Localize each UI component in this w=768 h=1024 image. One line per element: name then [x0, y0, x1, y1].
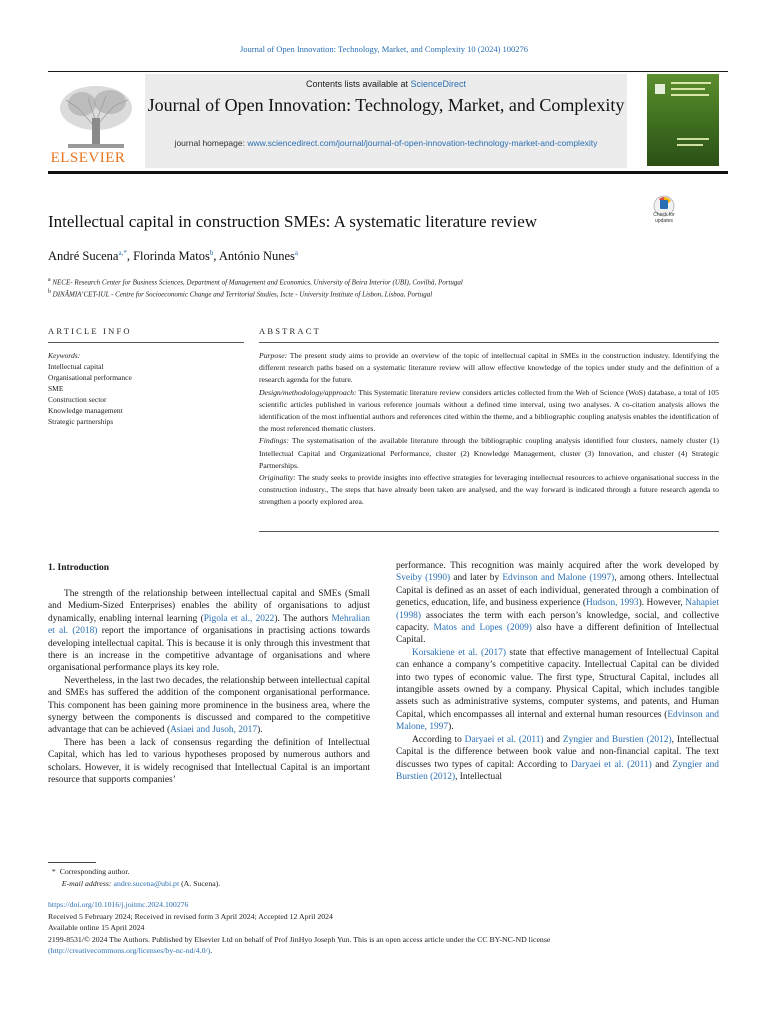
author-affiliation-mark[interactable]: b: [209, 249, 214, 257]
received-dates: Received 5 February 2024; Received in revised form 3 April 2024; Accepted 12 April 2024: [48, 911, 333, 921]
keyword: Organisational performance: [48, 373, 132, 382]
available-online: Available online 15 April 2024: [48, 923, 145, 932]
contents-prefix: Contents lists available at: [305, 79, 411, 89]
abstract-heading: ABSTRACT: [259, 326, 321, 336]
footnote-rule: [48, 862, 96, 863]
reference-link[interactable]: Mehralian et al. (2018): [48, 613, 370, 637]
reference-link[interactable]: Daryaei et al. (2011): [571, 759, 652, 770]
reference-link[interactable]: Korsakiene et al. (2017): [412, 647, 506, 658]
keyword: Construction sector: [48, 395, 107, 404]
publication-info: [48, 899, 728, 957]
reference-link[interactable]: Edvinson and Malone (1997): [502, 573, 615, 584]
email-note: E-mail address: andre.sucena@ubi.pt (A. Sucena).: [61, 879, 221, 888]
reference-link[interactable]: Hudson, 1993: [585, 598, 639, 609]
reference-link[interactable]: Zyngier and Burstien (2012): [562, 734, 672, 745]
reference-link[interactable]: Daryaei et al. (2011): [464, 734, 544, 745]
sciencedirect-link[interactable]: ScienceDirect: [410, 79, 467, 89]
paragraph: There has been a lack of consensus regarding the definition of Intellectual Capital, which has led to various hypotheses proposed by numerous authors and scholars. However, it is widely recognised that Intellectual Capital is an important resource that supports companies’: [48, 737, 370, 786]
article-info-rule: [48, 342, 244, 343]
license-link[interactable]: (http://creativecommons.org/licenses/by-nc-nd/4.0/): [48, 946, 211, 955]
email-link[interactable]: andre.sucena@ubi.pt: [113, 879, 180, 888]
article-info-heading: ARTICLE INFO: [48, 326, 132, 336]
affiliation-b: $^b$ DINÂMIA’CET-IUL - Centre for Socioeconomic Change and Territorial Studies, Iscte - University Institute of Lisbon, Lisboa, Portugal: [48, 289, 433, 299]
journal-title: Journal of Open Innovation: Technology, Market, and Complexity: [147, 95, 625, 115]
keyword: Intellectual capital: [48, 362, 104, 371]
body-column-right: [396, 560, 719, 783]
author-name[interactable]: Florinda Matos: [133, 249, 210, 264]
masthead-bottom-rule: [48, 171, 728, 174]
paragraph: performance. This recognition was mainly acquired after the work developed by Sveiby (1990) and later by Edvinson and Malone (1997), among others. Intellectual Capital is defined as an asset of each individual, generated through a combination of genetics, education, life, and business experience (Hudson, 1993). However, Nahapiet (1998) associates the term with each person’s knowledge, social, and collective capacity. Matos and Lopes (2009) also have a different definition of Intellectual Capital.: [396, 561, 720, 646]
abstract-design: Design/methodology/approach: This Systematic literature review considers articles collected from the Web of Science (WoS) database, a total of 105 scientific articles published in various reference journals without a defined time interval, using two analyses. A co-citation analysis allows the identification of the most influential authors and references cited within the theme, and a bibliographic coupling analysis enables the identification of the most referenced thematic clusters.: [259, 387, 719, 434]
reference-link[interactable]: Zyngier and Burstien (2012): [396, 759, 719, 782]
body-column-left: [48, 588, 370, 787]
abstract-body: [259, 350, 719, 509]
keyword: Strategic partnerships: [48, 417, 114, 426]
reference-link[interactable]: Asiaei and Jusoh, 2017: [170, 725, 258, 736]
author-affiliation-mark[interactable]: a: [294, 249, 299, 257]
homepage-label: journal homepage:: [174, 138, 248, 148]
doi-link[interactable]: https://doi.org/10.1016/j.joitmc.2024.100276: [48, 900, 189, 909]
reference-link[interactable]: Matos and Lopes (2009): [433, 623, 532, 634]
elsevier-wordmark: ELSEVIER: [50, 150, 126, 166]
keyword: SME: [48, 384, 64, 393]
affiliation-a: $^a$ NECE- Research Center for Business Sciences, Department of Management and Economics, University of Beira Interior (UBI), Covilhã, Portugal: [48, 277, 463, 287]
journal-citation[interactable]: Journal of Open Innovation: Technology, Market, and Complexity 10 (2024) 100276: [239, 44, 529, 54]
reference-link[interactable]: Pigola et al., 2022: [203, 613, 275, 624]
paragraph: The strength of the relationship between intellectual capital and SMEs (Small and Medium-Sized Enterprises) enables the ability of organisations to adjust dynamically, enabling internal learning (Pigola et al., 2022). The authors Mehralian et al. (2018) report the importance of organisations in practising actions towards developing intellectual capital. This is because it is only through this investment that there is an increase in the competitive advantage of organisations and where organisational performance plays its key role.: [48, 589, 371, 674]
contents-available-line: [145, 79, 627, 89]
affiliations: [48, 275, 708, 300]
abstract-originality: Originality: The study seeks to provide insights into effective strategies for leveraging intellectual resources to achieve organisational success in the construction industry., The steps that have already been taken are analysed, and the way forward is indicated through a future research agenda to strengthen a poorly explored area.: [259, 473, 719, 507]
abstract-bottom-rule: [259, 531, 719, 532]
keywords-block: [48, 350, 244, 427]
paragraph: According to Daryaei et al. (2011) and Zyngier and Burstien (2012), Intellectual Capital is the difference between book value and non-financial capital. The text discusses two types of capital: According to Daryaei et al. (2011) and Zyngier and Burstien (2012), Intellectual: [396, 734, 719, 782]
paragraph: Nevertheless, in the last two decades, the relationship between intellectual capital and SMEs has suffered the addition of the component organisational performance. This component has been gaining more prominence in the business area, where the synergy between the components is discussed and compared to the competitive advantage that can be achieved (Asiaei and Jusoh, 2017).: [48, 675, 370, 736]
paragraph: Korsakiene et al. (2017) state that effective management of Intellectual Capital can enhance a company’s competitive capacity. Intellectual Capital can be divided into two types of economic value. The first type, Structural Capital, includes all intangible assets owned by a company. Physical Capital, which includes tangible assets such as administrative systems, computer systems, and patents, and Human Capital, which encompasses all internal and external human resources (Edvinson and Malone, 1997).: [396, 647, 719, 733]
journal-homepage-line: [160, 137, 612, 149]
keywords-label: Keywords:: [48, 351, 81, 360]
license-text: 2199-8531/© 2024 The Authors. Published by Elsevier Ltd on behalf of Prof JinHyo Joseph Yun. This is an open access article under the CC BY-NC-ND license (http://creativecommons.org/licenses/by-nc-nd/4.0/).: [48, 934, 551, 955]
author-name[interactable]: António Nunes: [218, 249, 295, 264]
journal-cover-image[interactable]: [647, 74, 719, 166]
author-affiliation-mark[interactable]: a,*: [118, 249, 127, 257]
abstract-purpose: Purpose: The present study aims to provide an overview of the topic of intellectual capital in SMEs in the construction industry. Identifying the different research paths based on a systematic literature review will allow effective knowledge of the topics under study and the definition of a research agenda for the future.: [259, 351, 719, 385]
keyword: Knowledge management: [48, 406, 123, 415]
abstract-findings: Findings: The systematisation of the available literature through the bibliographic coupling analysis identified four clusters, namely cluster (1) Intellectual Capital and Organizational Performance, cluster (2) Knowledge Management, cluster (3) Innovation, and cluster (4) Strategic Partnerships.: [259, 436, 719, 470]
reference-link[interactable]: Edvinson and Malone, 1997: [396, 709, 719, 733]
author-name[interactable]: André Sucena: [48, 249, 119, 264]
section-heading-introduction: 1. Introduction: [48, 563, 110, 573]
masthead-top-rule: [48, 71, 728, 72]
journal-homepage-link[interactable]: www.sciencedirect.com/journal/journal-of-open-innovation-technology-market-and-complexity: [247, 138, 598, 148]
abstract-top-rule: [259, 342, 719, 343]
reference-link[interactable]: Sveiby (1990): [396, 573, 451, 584]
author-list: André Sucena$^{a,*}$, Florinda Matos$^b$, António Nunes$^a$: [48, 249, 299, 264]
corresponding-author-note: * Corresponding author.: [48, 867, 130, 876]
check-for-updates-label[interactable]: Check for updates: [653, 212, 675, 224]
reference-link[interactable]: Nahapiet (1998): [396, 598, 719, 621]
footnotes: [48, 866, 728, 890]
article-title: Intellectual capital in construction SMEs: A systematic literature review: [48, 212, 538, 231]
